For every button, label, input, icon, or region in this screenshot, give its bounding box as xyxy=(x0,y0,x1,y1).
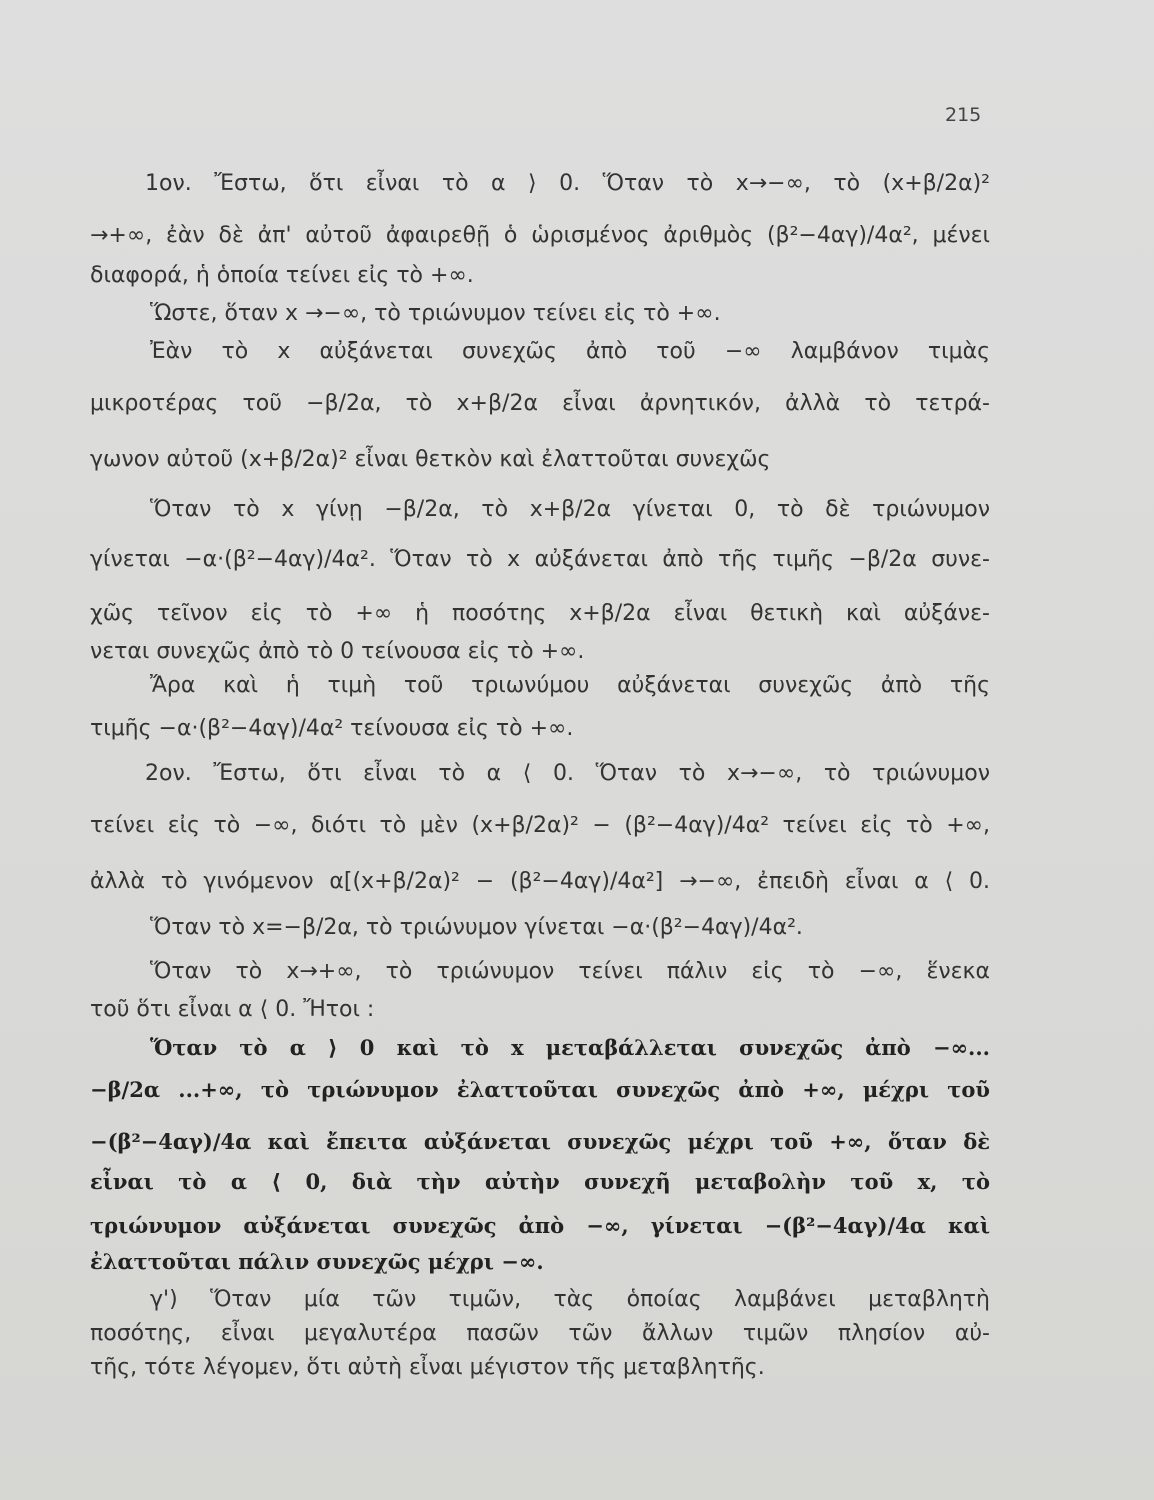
text-line: −(β²−4αγ)/4α καὶ ἔπειτα αὐξάνεται συνεχῶς μέχρι τοῦ +∞, ὅταν δὲ xyxy=(90,1129,990,1154)
text-line: τιμῆς −α·(β²−4αγ)/4α² τείνουσα εἰς τὸ +∞. xyxy=(90,716,574,741)
text-line: Ὥστε, ὅταν x →−∞, τὸ τριώνυμον τείνει εἰς τὸ +∞. xyxy=(150,301,721,326)
text-line: γίνεται −α·(β²−4αγ)/4α². Ὅταν τὸ x αὐξάνεται ἀπὸ τῆς τιμῆς −β/2α συνε- xyxy=(90,547,990,572)
text-line: τῆς, τότε λέγομεν, ὅτι αὐτὴ εἶναι μέγιστον τῆς μεταβλητῆς. xyxy=(90,1355,765,1380)
text-line: νεται συνεχῶς ἀπὸ τὸ 0 τείνουσα εἰς τὸ +∞. xyxy=(90,639,585,664)
text-line: ἀλλὰ τὸ γινόμενον α[(x+β/2α)² − (β²−4αγ)/4α²] →−∞, ἐπειδὴ εἶναι α ⟨ 0. xyxy=(90,869,990,894)
text-line: →+∞, ἐὰν δὲ ἀπ' αὐτοῦ ἀφαιρεθῇ ὁ ὡρισμένος ἀριθμὸς (β²−4αγ)/4α², μένει xyxy=(90,223,990,248)
text-line: −β/2α ...+∞, τὸ τριώνυμον ἐλαττοῦται συνεχῶς ἀπὸ +∞, μέχρι τοῦ xyxy=(90,1077,990,1102)
text-line: Ἄρα καὶ ἡ τιμὴ τοῦ τριωνύμου αὐξάνεται συνεχῶς ἀπὸ τῆς xyxy=(150,673,990,698)
text-line: μικροτέρας τοῦ −β/2α, τὸ x+β/2α εἶναι ἀρνητικόν, ἀλλὰ τὸ τετρά- xyxy=(90,391,990,416)
text-line: Ὅταν τὸ x→+∞, τὸ τριώνυμον τείνει πάλιν εἰς τὸ −∞, ἕνεκα xyxy=(150,959,990,984)
text-line: ποσότης, εἶναι μεγαλυτέρα πασῶν τῶν ἄλλων τιμῶν πλησίον αὐ- xyxy=(90,1321,990,1346)
text-line: Ὅταν τὸ x γίνῃ −β/2α, τὸ x+β/2α γίνεται 0, τὸ δὲ τριώνυμον xyxy=(150,497,990,522)
text-line: 1ον. Ἔστω, ὅτι εἶναι τὸ α ⟩ 0. Ὅταν τὸ x→−∞, τὸ (x+β/2α)² xyxy=(145,171,990,196)
text-line: Ὅταν τὸ x=−β/2α, τὸ τριώνυμον γίνεται −α·(β²−4αγ)/4α². xyxy=(150,915,803,940)
text-line: διαφορά, ἡ ὁποία τείνει εἰς τὸ +∞. xyxy=(90,263,474,288)
text-line: 2ον. Ἔστω, ὅτι εἶναι τὸ α ⟨ 0. Ὅταν τὸ x→−∞, τὸ τριώνυμον xyxy=(145,761,990,786)
text-line: τριώνυμον αὐξάνεται συνεχῶς ἀπὸ −∞, γίνεται −(β²−4αγ)/4α καὶ xyxy=(90,1213,990,1238)
text-line: Ὅταν τὸ α ⟩ 0 καὶ τὸ x μεταβάλλεται συνεχῶς ἀπὸ −∞... xyxy=(150,1035,990,1060)
text-line: ἐλαττοῦται πάλιν συνεχῶς μέχρι −∞. xyxy=(90,1249,544,1274)
text-line: χῶς τεῖνον εἰς τὸ +∞ ἡ ποσότης x+β/2α εἶναι θετικὴ καὶ αὐξάνε- xyxy=(90,601,990,626)
text-line: εἶναι τὸ α ⟨ 0, διὰ τὴν αὐτὴν συνεχῆ μεταβολὴν τοῦ x, τὸ xyxy=(90,1169,990,1194)
text-line: γωνον αὐτοῦ (x+β/2α)² εἶναι θετκὸν καὶ ἐλαττοῦται συνεχῶς xyxy=(90,447,771,472)
text-line: τείνει εἰς τὸ −∞, διότι τὸ μὲν (x+β/2α)² − (β²−4αγ)/4α² τείνει εἰς τὸ +∞, xyxy=(90,813,990,838)
page-number: 215 xyxy=(945,104,982,126)
text-line: γ') Ὅταν μία τῶν τιμῶν, τὰς ὁποίας λαμβάνει μεταβλητὴ xyxy=(150,1287,990,1312)
text-line: τοῦ ὅτι εἶναι α ⟨ 0. Ἤτοι : xyxy=(90,997,375,1022)
text-line: Ἐὰν τὸ x αὐξάνεται συνεχῶς ἀπὸ τοῦ −∞ λαμβάνον τιμὰς xyxy=(150,339,990,364)
